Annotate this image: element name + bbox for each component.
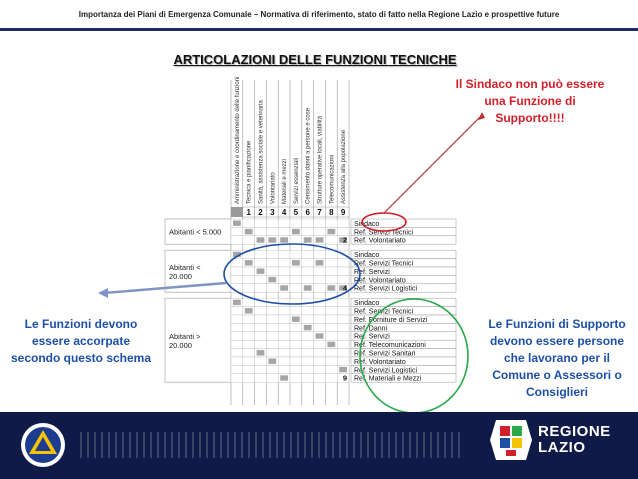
filled-cell (304, 285, 312, 290)
column-header: Sanità, assistenza sociale e veterinaria (258, 100, 265, 204)
grid-cell (266, 267, 278, 275)
grid-cell (231, 365, 243, 373)
grid-cell (255, 219, 267, 227)
filled-cell (257, 237, 265, 242)
grid-cell (278, 275, 290, 283)
protezione-civile-logo (18, 420, 68, 470)
grid-cell (325, 236, 337, 244)
grid-cell (290, 284, 302, 292)
grid-cell (243, 340, 255, 348)
grid-cell (231, 349, 243, 357)
group-label: 20.000 (169, 341, 192, 351)
grid-cell (255, 307, 267, 315)
grid-cell (302, 275, 314, 283)
grid-cell (290, 275, 302, 283)
group-label: Abitanti < 5.000 (169, 227, 222, 237)
grid-cell (231, 332, 243, 340)
grid-cell (314, 250, 326, 258)
grid-cell (290, 340, 302, 348)
grid-cell (290, 250, 302, 258)
grid-cell (302, 307, 314, 315)
grid-cell (302, 374, 314, 382)
filled-cell (268, 277, 276, 282)
grid-cell (278, 323, 290, 331)
grid-cell (255, 284, 267, 292)
filled-cell (292, 260, 300, 265)
grid-cell (266, 323, 278, 331)
grid-cell (278, 332, 290, 340)
grid-cell (278, 219, 290, 227)
grid-cell (290, 365, 302, 373)
column-header: Amministrazione e coordinamento delle funzioni (234, 76, 241, 204)
grid-cell (243, 365, 255, 373)
grid-cell (266, 250, 278, 258)
filled-cell (257, 350, 265, 355)
grid-cell (290, 236, 302, 244)
group-label: 20.000 (169, 272, 192, 282)
filled-cell (280, 375, 288, 380)
role-label: Ref. Servizi Sanitari (354, 350, 416, 358)
grid-cell (266, 307, 278, 315)
role-label: Ref. Forniture di Servizi (354, 316, 428, 324)
grid-cell (325, 323, 337, 331)
header-text: Importanza dei Piani di Emergenza Comunale – Normativa di riferimento, stato di fatto nella Regione Lazio e prospettive future (78, 10, 560, 19)
grid-cell (278, 259, 290, 267)
filled-cell (327, 229, 335, 234)
grid-cell (314, 323, 326, 331)
grid-cell (255, 227, 267, 235)
grid-cell (278, 357, 290, 365)
filled-cell (304, 325, 312, 330)
row-number: 2 (342, 235, 347, 245)
filled-cell (245, 229, 253, 234)
filled-cell (292, 317, 300, 322)
column-header: Assistenza alla popolazione (341, 129, 348, 204)
grid-cell (266, 340, 278, 348)
grid-cell (302, 340, 314, 348)
grid-cell (243, 332, 255, 340)
grid-cell (278, 298, 290, 306)
group-label: Abitanti > (169, 332, 201, 342)
grid-cell (278, 365, 290, 373)
note-accorpate: Le Funzioni devono essere accorpate secondo questo schema (10, 317, 152, 365)
grid-cell (243, 357, 255, 365)
role-label: Ref. Servizi Tecnici (354, 308, 414, 316)
column-header: Tecnica e pianificazione (246, 140, 253, 204)
grid-cell (266, 349, 278, 357)
grid-cell (325, 307, 337, 315)
grid-cell (314, 219, 326, 227)
grid-cell (302, 219, 314, 227)
grid-cell (255, 323, 267, 331)
row-number: 9 (342, 373, 347, 383)
grid-cell (290, 307, 302, 315)
grid-cell (314, 365, 326, 373)
grid-cell (314, 227, 326, 235)
grid-cell (243, 298, 255, 306)
column-number: 2 (258, 208, 263, 217)
grid-cell (243, 219, 255, 227)
grid-cell (278, 315, 290, 323)
red-connector (384, 115, 482, 213)
grid-cell (302, 365, 314, 373)
grid-cell (290, 349, 302, 357)
grid-cell (337, 275, 349, 283)
role-label: Ref. Servizi Tecnici (354, 260, 414, 268)
filled-cell (316, 237, 324, 242)
grid-cell (314, 315, 326, 323)
grid-cell (337, 315, 349, 323)
grid-cell (255, 315, 267, 323)
column-header: Servizi essenziali (293, 157, 300, 204)
filled-cell (280, 237, 288, 242)
grid-cell (255, 357, 267, 365)
grid-cell (255, 340, 267, 348)
grid-cell (243, 236, 255, 244)
grid-cell (231, 267, 243, 275)
column-number: 9 (340, 208, 346, 217)
role-label: Sindaco (354, 252, 380, 260)
column-number: 1 (246, 208, 251, 217)
grid-cell (243, 349, 255, 357)
grid-cell (278, 349, 290, 357)
filled-cell (257, 269, 265, 274)
column-header: Volontariato (270, 172, 277, 204)
grid-cell (325, 219, 337, 227)
grid-cell (243, 315, 255, 323)
grid-cell (231, 323, 243, 331)
grid-cell (278, 307, 290, 315)
grid-cell (337, 349, 349, 357)
filled-cell (316, 333, 324, 338)
grid-cell (266, 259, 278, 267)
filled-cell (245, 308, 253, 313)
grid-cell (337, 267, 349, 275)
slide-title: ARTICOLAZIONI DELLE FUNZIONI TECNICHE (173, 52, 457, 67)
corner-cell (231, 207, 243, 217)
role-label: Ref. Volontariato (354, 277, 406, 285)
grid-cell (243, 284, 255, 292)
grid-cell (290, 219, 302, 227)
grid-cell (278, 340, 290, 348)
grid-cell (302, 267, 314, 275)
grid-cell (278, 227, 290, 235)
filled-cell (292, 229, 300, 234)
column-number: 7 (317, 208, 322, 217)
role-label: Ref. Volontariato (354, 358, 406, 366)
grid-cell (290, 323, 302, 331)
filled-cell (280, 285, 288, 290)
filled-cell (233, 300, 241, 305)
grid-cell (325, 332, 337, 340)
group-label: Abitanti < (169, 263, 201, 273)
grid-cell (302, 357, 314, 365)
blue-connector-arrow (98, 288, 108, 298)
filled-cell (304, 237, 312, 242)
grid-cell (337, 323, 349, 331)
grid-cell (337, 340, 349, 348)
grid-cell (231, 227, 243, 235)
grid-cell (231, 374, 243, 382)
grid-cell (302, 227, 314, 235)
grid-cell (325, 259, 337, 267)
grid-cell (314, 374, 326, 382)
grid-cell (243, 275, 255, 283)
grid-cell (255, 332, 267, 340)
filled-cell (339, 367, 347, 372)
grid-cell (337, 332, 349, 340)
grid-cell (266, 284, 278, 292)
grid-cell (314, 349, 326, 357)
column-header: Censimento danni a persone e cose (305, 107, 312, 204)
grid-cell (231, 307, 243, 315)
footer-decoration (80, 432, 460, 458)
role-label: Ref. Servizi (354, 333, 390, 341)
column-number: 4 (281, 208, 287, 217)
column-number: 6 (305, 208, 310, 217)
brand-line-2: LAZIO (538, 439, 586, 456)
grid-cell (231, 357, 243, 365)
grid-cell (302, 332, 314, 340)
grid-cell (255, 365, 267, 373)
column-number: 3 (270, 208, 275, 217)
filled-cell (327, 342, 335, 347)
grid-cell (302, 259, 314, 267)
grid-cell (325, 374, 337, 382)
column-header: Telecomunicazioni (329, 154, 336, 204)
grid-cell (231, 275, 243, 283)
grid-cell (278, 250, 290, 258)
role-label: Ref. Servizi Logistici (354, 367, 418, 375)
filled-cell (233, 221, 241, 226)
grid-cell (243, 374, 255, 382)
grid-cell (314, 284, 326, 292)
column-header: Materiali e mezzi (282, 158, 289, 204)
grid-cell (266, 365, 278, 373)
row-number: 4 (342, 283, 347, 293)
note-sindaco: Il Sindaco non può essere una Funzione di Supporto!!!! (455, 77, 605, 125)
filled-cell (316, 260, 324, 265)
role-label: Ref. Volontariato (354, 237, 406, 245)
grid-cell (325, 349, 337, 357)
grid-cell (325, 357, 337, 365)
role-label: Sindaco (354, 300, 380, 308)
grid-cell (337, 298, 349, 306)
grid-cell (266, 374, 278, 382)
filled-cell (327, 285, 335, 290)
grid-cell (266, 227, 278, 235)
grid-cell (314, 267, 326, 275)
grid-cell (266, 219, 278, 227)
role-label: Ref. Servizi Logistici (354, 285, 418, 293)
grid-cell (243, 267, 255, 275)
grid-cell (302, 349, 314, 357)
grid-cell (255, 250, 267, 258)
grid-cell (243, 323, 255, 331)
grid-cell (290, 374, 302, 382)
grid-cell (255, 275, 267, 283)
filled-cell (268, 359, 276, 364)
grid-cell (266, 332, 278, 340)
grid-cell (337, 259, 349, 267)
grid-cell (290, 298, 302, 306)
grid-cell (278, 267, 290, 275)
role-label: Ref. Danni (354, 325, 388, 333)
column-header: Strutture operative locali, viabilità (317, 115, 324, 204)
grid-cell (337, 357, 349, 365)
role-label: Ref. Servizi (354, 268, 390, 276)
filled-cell (245, 260, 253, 265)
grid-cell (314, 307, 326, 315)
grid-cell (290, 332, 302, 340)
column-number: 5 (293, 208, 299, 217)
note-supporto: Le Funzioni di Supporto devono essere persone che lavorano per il Comune o Assessori o Consiglieri (488, 317, 626, 399)
grid-cell (302, 250, 314, 258)
grid-cell (337, 307, 349, 315)
role-label: Sindaco (354, 220, 380, 228)
grid-cell (325, 267, 337, 275)
role-label: Ref. Materiali e Mezzi (354, 375, 422, 383)
grid-cell (314, 275, 326, 283)
grid-cell (255, 374, 267, 382)
grid-cell (325, 365, 337, 373)
grid-cell (325, 315, 337, 323)
grid-cell (231, 315, 243, 323)
brand-line-1: REGIONE (538, 423, 611, 440)
grid-cell (266, 315, 278, 323)
column-number: 8 (329, 208, 334, 217)
grid-cell (290, 357, 302, 365)
grid-cell (325, 275, 337, 283)
grid-cell (255, 259, 267, 267)
grid-cell (290, 267, 302, 275)
grid-cell (302, 315, 314, 323)
grid-cell (231, 340, 243, 348)
filled-cell (268, 237, 276, 242)
grid-cell (337, 219, 349, 227)
grid-cell (314, 357, 326, 365)
grid-cell (231, 236, 243, 244)
regione-lazio-text (538, 424, 611, 456)
grid-cell (314, 340, 326, 348)
role-label: Ref. Servizi Tecnici (354, 229, 414, 237)
role-label: Ref. Telecomunicazioni (354, 342, 426, 350)
grid-cell (337, 227, 349, 235)
